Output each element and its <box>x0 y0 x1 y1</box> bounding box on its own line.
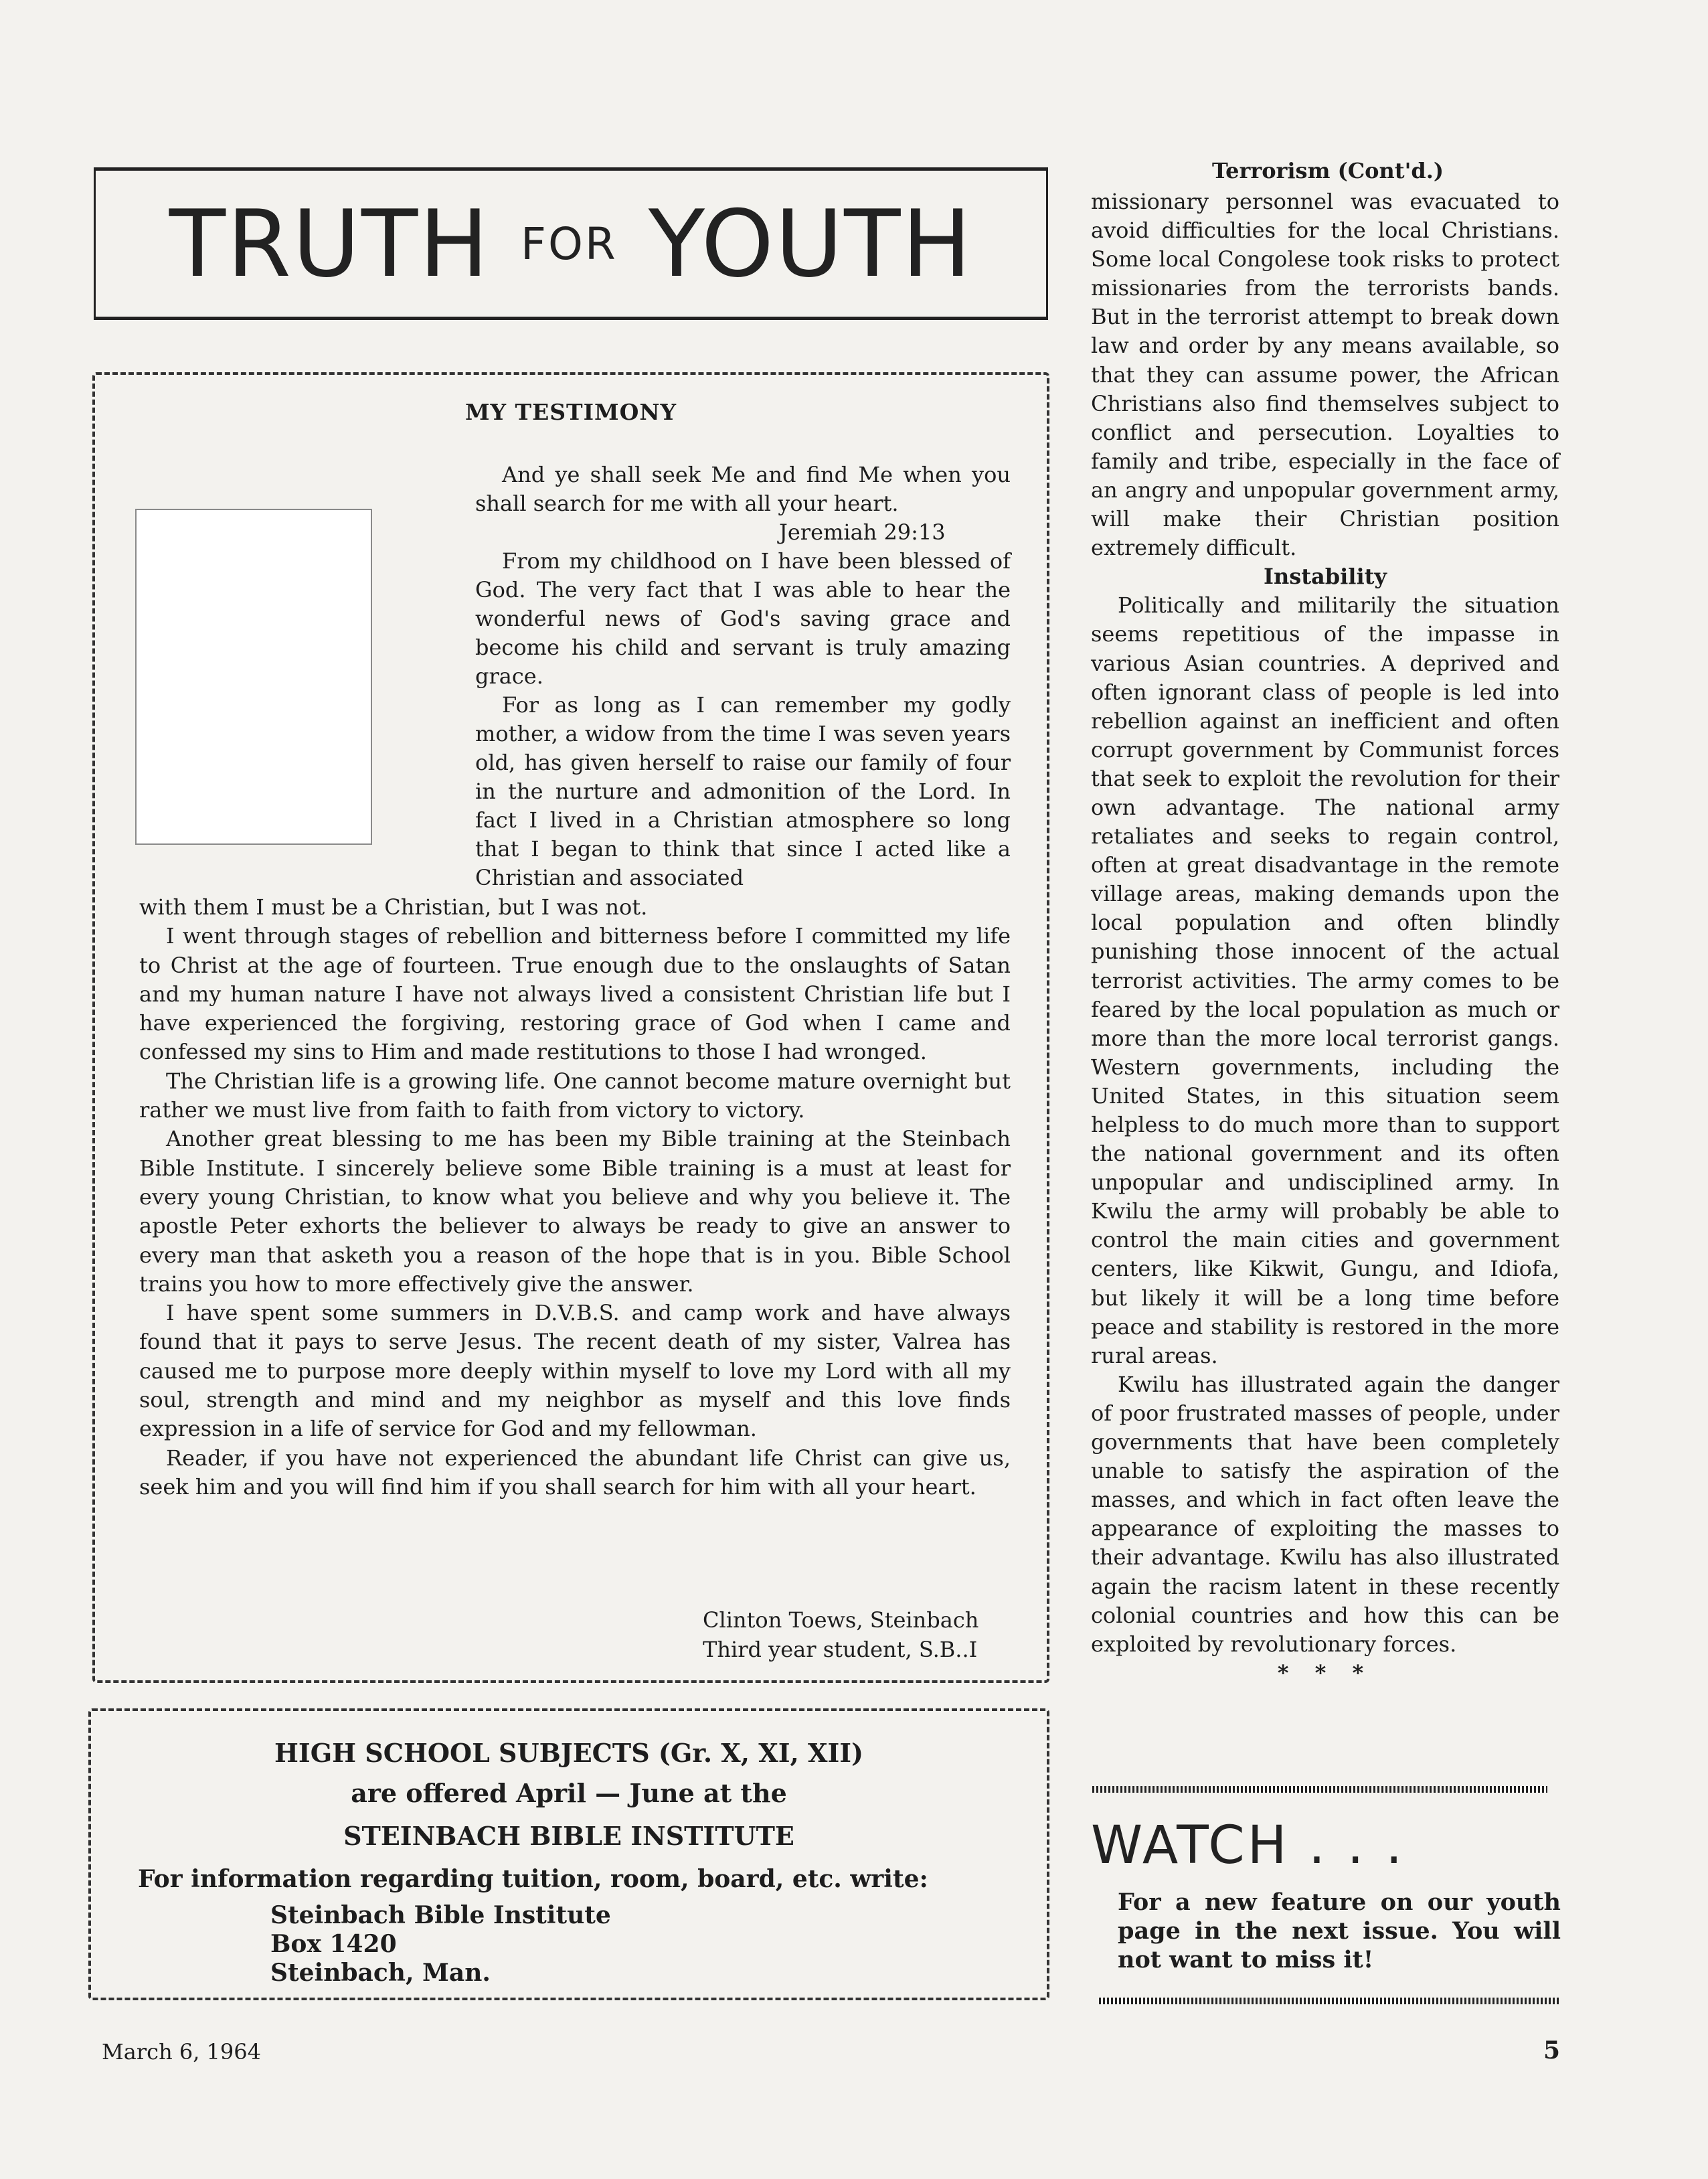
paragraph: Reader, if you have not experienced the abundant life Christ can give us, seek him and you will find him if you shall search for him with all your heart. <box>139 1445 1011 1500</box>
highschool-heading: HIGH SCHOOL SUBJECTS (Gr. X, XI, XII) <box>274 1738 863 1768</box>
testimony-lower-text <box>139 893 1011 1502</box>
terrorism-heading: Terrorism (Cont'd.) <box>1211 158 1444 183</box>
divider-rule <box>1092 1786 1547 1793</box>
divider-rule <box>1099 1998 1561 2004</box>
paragraph: Politically and militarily the situation seems repetitious of the impasse in various Asian countries. A deprived and often ignorant class of people is led into rebellion against an inefficient and often corrupt government by Communist forces that seek to exploit the revolution for their own advantage. The national army retaliates and seeks to regain control, often at great disadvantage in the remote village areas, making demands upon the local population and often blindly punishing those innocent of the actual terrorist activities. The army comes to be feared by the local population as much or more than the more local terrorist gangs. Western governments, including the United States, in this situation seem helpless to do much more than to support the national government and its often unpopular and undisciplined army. In Kwilu the army will probably be able to control the main cities and government centers, like Kikwit, Gungu, and Idiofa, but likely it will be a long time before peace and stability is restored in the more rural areas. <box>1091 592 1559 1368</box>
paragraph: with them I must be a Christian, but I was not. <box>139 894 648 920</box>
address-line: Box 1420 <box>270 1930 397 1958</box>
instability-heading: Instability <box>1264 564 1387 590</box>
paragraph: I went through stages of rebellion and bitterness before I committed my life to Christ at the age of fourteen. True enough due to the onslaughts of Satan and my human nature I have not always lived a consistent Christian life but I have experienced the forgiving, restoring grace of God when I came and confessed my sins to Him and made restitutions to those I had wronged. <box>139 923 1011 1065</box>
masthead-youth: YOUTH <box>648 189 973 298</box>
paragraph: Kwilu has illustrated again the danger of poor frustrated masses of people, under governments that have been completely unable to satisfy the aspiration of the masses, and which in fact often leave the appearance of exploiting the masses to their advantage. Kwilu has also illustrated again the racism latent in these recently colonial countries and how this can be exploited by revolutionary forces. <box>1091 1371 1559 1657</box>
photo-placeholder <box>135 509 372 845</box>
highschool-info: For information regarding tuition, room, board, etc. write: <box>138 1865 928 1893</box>
testimony-upper-text <box>475 461 1011 892</box>
watch-text: For a new feature on our youth page in the next issue. You will not want to miss it! <box>1118 1888 1561 1973</box>
highschool-dates: are offered April — June at the <box>351 1778 787 1808</box>
masthead <box>94 167 1048 320</box>
footer-date: March 6, 1964 <box>102 2039 261 2065</box>
scripture-reference: Jeremiah 29:13 <box>779 519 946 545</box>
paragraph: From my childhood on I have been blessed of God. The very fact that I was able to hear the wonderful news of God's saving grace and become his child and servant is truly amazing grace. <box>475 548 1011 689</box>
right-column-text <box>1091 187 1559 1688</box>
highschool-address <box>270 1901 611 1988</box>
signature-role: Third year student, S.B..I <box>703 1637 978 1662</box>
paragraph: Another great blessing to me has been my Bible training at the Steinbach Bible Institute. I sincerely believe some Bible training is a must at least for every young Christian, to know what you believe and why you believe it. The apostle Peter exhorts the believer to always be ready to give an answer to every man that asketh you a reason of the hope that is in you. Bible School trains you how to more effectively give the answer. <box>139 1126 1011 1297</box>
masthead-truth: TRUTH <box>169 189 491 298</box>
watch-heading: WATCH . . . <box>1091 1815 1405 1876</box>
paragraph: For as long as I can remember my godly mother, a widow from the time I was seven years old, has given herself to raise our family of four in the nurture and admonition of the Lord. In fact I lived in a Christian atmosphere so long that I began to think that since I acted like a Christian and associated <box>475 692 1011 890</box>
signature <box>602 1605 1008 1664</box>
masthead-for: FOR <box>521 218 618 270</box>
signature-name: Clinton Toews, Steinbach <box>703 1607 979 1633</box>
scripture-quote: And ye shall seek Me and find Me when you shall search for me with all your heart. <box>475 462 1011 516</box>
paragraph: The Christian life is a growing life. One cannot become mature overnight but rather we must live from faith to faith from victory to victory. <box>139 1068 1011 1123</box>
address-line: Steinbach Bible Institute <box>270 1901 611 1929</box>
highschool-institute: STEINBACH BIBLE INSTITUTE <box>343 1821 794 1851</box>
paragraph: I have spent some summers in D.V.B.S. and camp work and have always found that it pays to serve Jesus. The recent death of my sister, Valrea has caused me to purpose more deeply within myself to love my Lord with all my soul, strength and mind and my neighbor as myself and this love finds expression in a life of service for God and my fellowman. <box>139 1300 1011 1442</box>
page-number: 5 <box>1543 2036 1561 2065</box>
address-line: Steinbach, Man. <box>270 1959 491 1987</box>
testimony-title: MY TESTIMONY <box>464 399 677 425</box>
section-separator: * * * <box>1277 1660 1373 1686</box>
paragraph: missionary personnel was evacuated to avoid difficulties for the local Christians. Some local Congolese took risks to protect missionaries from the terrorists bands. But in the terrorist attempt to break down law and order by any means available, so that they can assume power, the African Christians also find themselves subject to conflict and persecution. Loyalties to family and tribe, especially in the face of an angry and unpopular government army, will make their Christian position extremely difficult. <box>1091 189 1559 561</box>
